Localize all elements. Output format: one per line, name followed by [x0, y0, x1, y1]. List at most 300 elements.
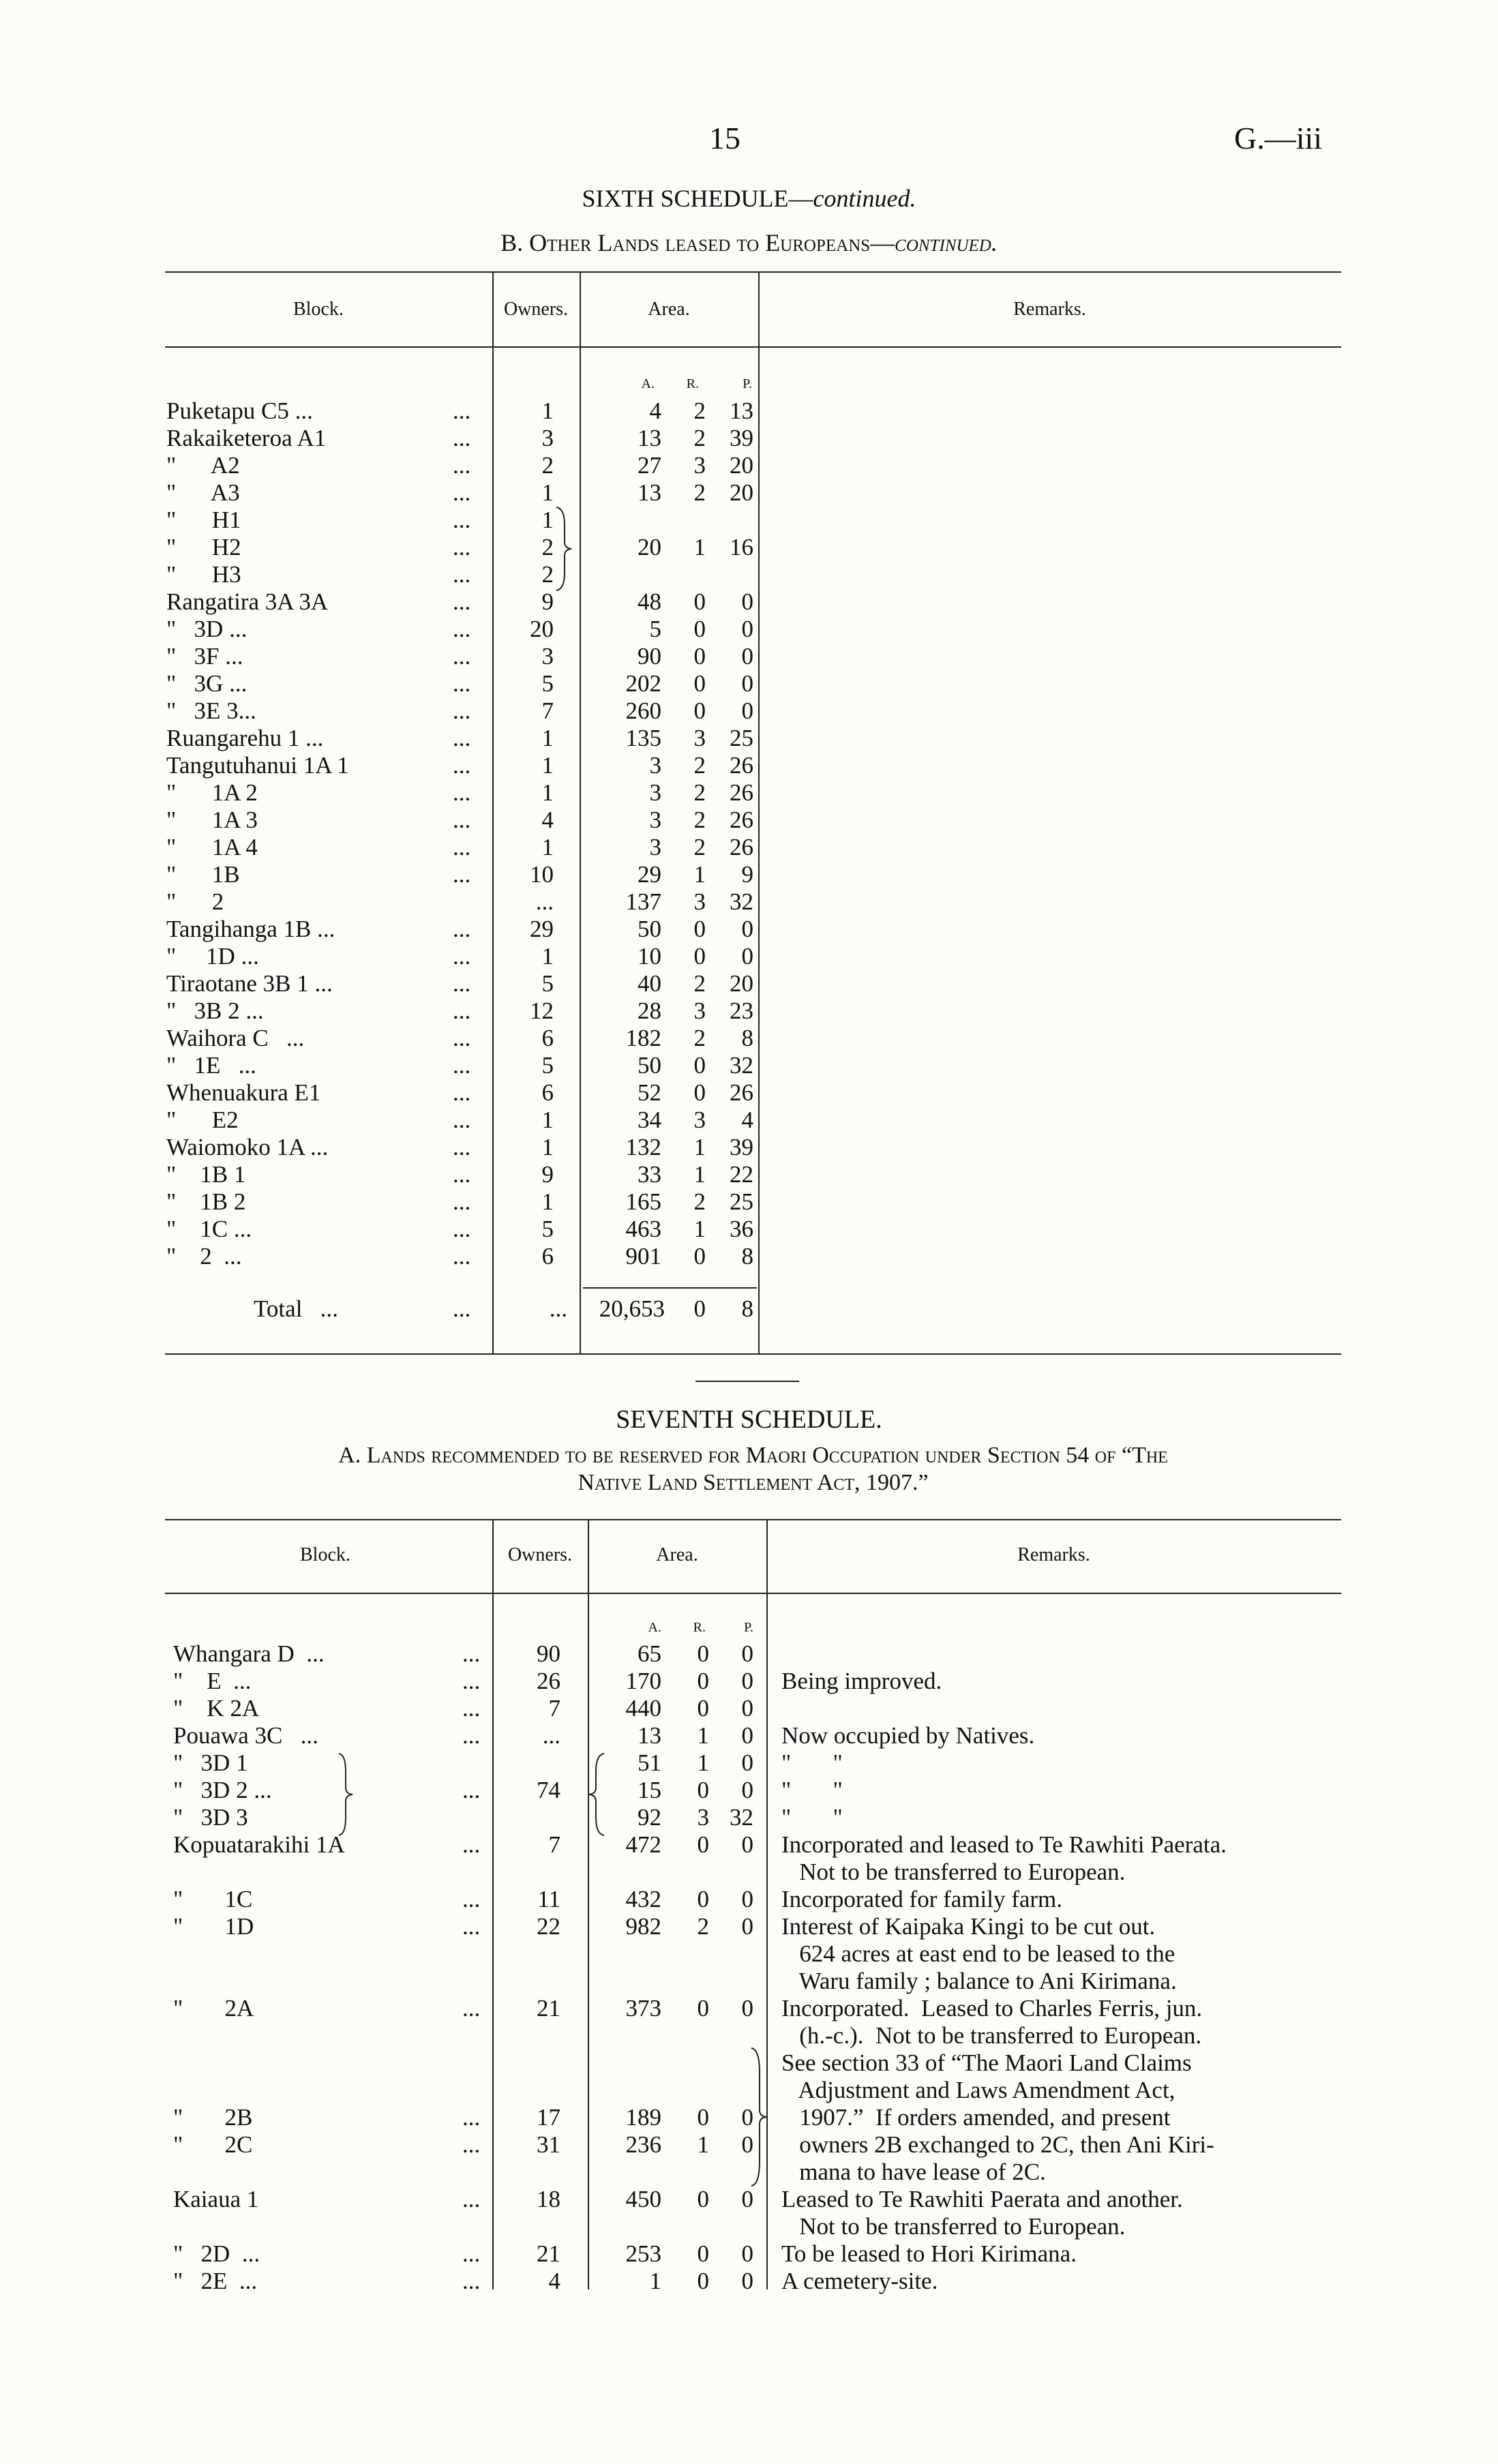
row-acres: 1 [649, 2268, 661, 2294]
col-header-block: Block. [293, 299, 344, 320]
row-dots: ... [462, 1722, 481, 1749]
row-roods: 0 [697, 1995, 709, 2022]
row-block: " 2B [173, 2104, 253, 2131]
row-dots: ... [453, 725, 471, 751]
sixth-schedule-title: SIXTH SCHEDULE—continued. [582, 185, 916, 212]
row-owners: 90 [537, 1640, 560, 1667]
row-dots: ... [453, 970, 471, 997]
row-roods: 0 [693, 616, 706, 642]
row-owners: 4 [548, 2268, 560, 2294]
row-perches: 0 [741, 1886, 753, 1912]
row-block: " A2 [166, 452, 240, 479]
row-block: Rangatira 3A 3A [166, 588, 329, 615]
row-block: " H1 [166, 507, 241, 533]
row-dots: ... [453, 397, 471, 424]
row-acres: 13 [638, 479, 661, 506]
seventh-schedule-title: SEVENTH SCHEDULE. [616, 1405, 882, 1434]
row-owners: 1 [541, 1134, 554, 1160]
row-perches: 0 [741, 670, 753, 697]
row-perches: 0 [741, 1995, 753, 2022]
row-owners: 7 [548, 1695, 560, 1722]
row-roods: 0 [693, 643, 706, 670]
col-header-block: Block. [300, 1544, 350, 1565]
row-acres: 40 [638, 970, 661, 997]
total-owners: ... [549, 1295, 567, 1322]
brace-mark [554, 505, 581, 593]
row-acres: 3 [649, 752, 661, 779]
row-perches: 0 [741, 1668, 753, 1694]
table-rule [165, 1593, 1341, 1594]
row-owners: 5 [541, 970, 554, 997]
row-block: " 2 ... [166, 1243, 242, 1269]
row-roods: 1 [693, 861, 706, 888]
row-perches: 0 [741, 1777, 753, 1803]
brace-mark [749, 2045, 769, 2189]
row-owners: 1 [541, 943, 554, 970]
row-block: " 1B [166, 861, 240, 888]
row-dots: ... [462, 1668, 481, 1694]
row-perches: 22 [730, 1161, 753, 1188]
row-block: " H3 [166, 561, 241, 588]
unit-acres: A. [641, 376, 655, 391]
row-block: Tangutuhanui 1A 1 [166, 752, 349, 779]
row-remark: " " [781, 1777, 843, 1803]
row-owners: 29 [530, 916, 554, 942]
row-dots: ... [462, 1777, 481, 1803]
col-header-area: Area. [648, 299, 690, 320]
row-dots: ... [453, 425, 471, 451]
row-dots: ... [453, 561, 471, 588]
row-acres: 260 [625, 697, 661, 724]
row-block: " 3G ... [166, 670, 248, 697]
row-block: " H2 [166, 534, 241, 560]
row-perches: 0 [741, 697, 753, 724]
row-owners: 9 [541, 1161, 554, 1188]
row-owners: 22 [537, 1913, 560, 1940]
seventh-subtitle-line1: A. Lands recommended to be reserved for Maori Occupation under Section 54 of “The [338, 1443, 1168, 1468]
row-dots: ... [453, 616, 471, 642]
total-rule [583, 1287, 757, 1289]
column-rule [580, 271, 581, 1353]
row-roods: 2 [693, 970, 706, 997]
page-number: 15 [709, 121, 740, 155]
unit-roods: R. [686, 376, 699, 391]
row-block: Pouawa 3C ... [173, 1722, 318, 1749]
row-perches: 25 [730, 725, 753, 751]
unit-acres: A. [648, 1620, 661, 1635]
row-acres: 3 [649, 807, 661, 833]
row-owners: 1 [541, 834, 554, 860]
row-owners: 21 [537, 1995, 560, 2022]
row-acres: 182 [625, 1025, 661, 1051]
row-acres: 165 [625, 1188, 661, 1215]
row-block: " 3D ... [166, 616, 248, 642]
row-acres: 132 [625, 1134, 661, 1160]
total-dots: ... [453, 1295, 471, 1322]
row-acres: 50 [638, 916, 661, 942]
row-perches: 23 [730, 997, 753, 1024]
row-perches: 36 [730, 1216, 753, 1242]
row-acres: 440 [625, 1695, 661, 1722]
row-owners: 11 [537, 1886, 560, 1912]
row-perches: 26 [730, 752, 753, 779]
row-owners: 7 [541, 697, 554, 724]
row-roods: 2 [693, 834, 706, 860]
row-remark: Incorporated and leased to Te Rawhiti Paerata. [781, 1831, 1227, 1858]
row-block: " E ... [173, 1668, 252, 1694]
row-roods: 2 [693, 397, 706, 424]
row-block: " 3F ... [166, 643, 243, 670]
row-perches: 20 [730, 479, 753, 506]
row-roods: 0 [693, 697, 706, 724]
row-owners: 7 [548, 1831, 560, 1858]
row-dots: ... [462, 2240, 481, 2267]
row-perches: 25 [730, 1188, 753, 1215]
brace-mark [586, 1751, 607, 1838]
row-remark: " " [781, 1804, 843, 1831]
row-perches: 0 [741, 643, 753, 670]
row-owners: 6 [541, 1025, 554, 1051]
row-remark: (h.-c.). Not to be transferred to European. [781, 2022, 1202, 2049]
row-acres: 3 [649, 834, 661, 860]
row-block: " 2 [166, 888, 224, 915]
row-acres: 170 [625, 1668, 661, 1694]
row-perches: 0 [741, 2186, 753, 2212]
row-dots: ... [453, 943, 471, 970]
row-dots: ... [462, 1886, 481, 1912]
row-block: " 2C [173, 2131, 253, 2158]
row-acres: 48 [638, 588, 661, 615]
row-owners: 20 [530, 616, 554, 642]
row-owners: 17 [537, 2104, 560, 2131]
row-dots: ... [453, 916, 471, 942]
row-owners: 2 [541, 452, 554, 479]
row-owners: ... [535, 888, 554, 915]
row-block: Kopuatarakihi 1A [173, 1831, 345, 1858]
row-perches: 32 [730, 1052, 753, 1079]
row-dots: ... [453, 1161, 471, 1188]
row-perches: 0 [741, 1695, 753, 1722]
row-acres: 10 [638, 943, 661, 970]
row-block: Whangara D ... [173, 1640, 325, 1667]
row-dots: ... [462, 1831, 481, 1858]
row-owners: 4 [541, 807, 554, 833]
row-roods: 0 [697, 1668, 709, 1694]
row-remark: Leased to Te Rawhiti Paerata and another. [781, 2186, 1183, 2212]
row-block: Tangihanga 1B ... [166, 916, 335, 942]
row-block: " 1B 2 [166, 1188, 246, 1215]
row-perches: 0 [741, 1722, 753, 1749]
row-dots: ... [453, 861, 471, 888]
section-divider [695, 1381, 799, 1382]
row-roods: 0 [697, 2268, 709, 2294]
row-dots: ... [462, 1913, 481, 1940]
row-block: " 3D 3 [173, 1804, 248, 1831]
row-perches: 0 [741, 1831, 753, 1858]
row-owners: 1 [541, 397, 554, 424]
row-owners: 26 [537, 1668, 560, 1694]
row-roods: 2 [693, 807, 706, 833]
row-dots: ... [453, 1188, 471, 1215]
col-header-area: Area. [656, 1544, 698, 1565]
row-block: " 2A [173, 1995, 254, 2022]
row-owners: 6 [541, 1243, 554, 1269]
row-block: " 1B 1 [166, 1161, 246, 1188]
row-roods: 3 [693, 1107, 706, 1133]
row-dots: ... [453, 452, 471, 479]
row-roods: 2 [697, 1913, 709, 1940]
row-block: Whenuakura E1 [166, 1079, 321, 1106]
row-roods: 2 [693, 1188, 706, 1215]
row-dots: ... [453, 588, 471, 615]
row-acres: 13 [638, 425, 661, 451]
row-roods: 0 [693, 1243, 706, 1269]
row-owners: 1 [541, 507, 554, 533]
row-acres: 34 [638, 1107, 661, 1133]
row-acres: 432 [625, 1886, 661, 1912]
row-perches: 9 [741, 861, 753, 888]
row-roods: 0 [697, 1640, 709, 1667]
row-dots: ... [462, 2268, 481, 2294]
row-dots: ... [462, 2104, 481, 2131]
unit-perches: P. [743, 376, 752, 391]
row-owners: 3 [541, 643, 554, 670]
row-dots: ... [462, 2186, 481, 2212]
table-rule [165, 1519, 1341, 1520]
row-acres: 373 [625, 1995, 661, 2022]
row-roods: 1 [697, 1749, 709, 1776]
row-block: " 1C [173, 1886, 253, 1912]
row-owners: 5 [541, 670, 554, 697]
row-dots: ... [453, 697, 471, 724]
row-block: Rakaiketeroa A1 [166, 425, 327, 451]
row-remark: Now occupied by Natives. [781, 1722, 1035, 1749]
row-perches: 8 [741, 1025, 753, 1051]
row-dots: ... [453, 507, 471, 533]
row-perches: 20 [730, 970, 753, 997]
shared-remark: See section 33 of “The Maori Land Claims [781, 2049, 1192, 2076]
row-roods: 0 [693, 943, 706, 970]
row-remark: Interest of Kaipaka Kingi to be cut out. [781, 1913, 1156, 1940]
row-perches: 26 [730, 807, 753, 833]
row-roods: 1 [693, 1161, 706, 1188]
row-perches: 8 [741, 1243, 753, 1269]
row-acres: 92 [638, 1804, 661, 1831]
row-perches: 20 [730, 452, 753, 479]
row-perches: 26 [730, 834, 753, 860]
row-acres: 450 [625, 2186, 661, 2212]
row-dots: ... [462, 2131, 481, 2158]
row-dots: ... [453, 997, 471, 1024]
row-perches: 0 [741, 916, 753, 942]
row-roods: 0 [697, 2240, 709, 2267]
row-roods: 1 [693, 534, 706, 560]
row-remark: To be leased to Hori Kirimana. [781, 2240, 1077, 2267]
row-roods: 0 [697, 2104, 709, 2131]
row-perches: 0 [741, 2131, 753, 2158]
row-owners: ... [542, 1722, 560, 1749]
row-acres: 33 [638, 1161, 661, 1188]
row-owners: 1 [541, 752, 554, 779]
row-owners: 31 [537, 2131, 560, 2158]
row-acres: 135 [625, 725, 661, 751]
row-owners: 74 [537, 1777, 560, 1803]
table-rule [165, 1353, 1341, 1355]
shared-remark: owners 2B exchanged to 2C, then Ani Kiri- [781, 2131, 1214, 2158]
row-acres: 463 [625, 1216, 661, 1242]
row-perches: 32 [730, 888, 753, 915]
row-acres: 13 [638, 1722, 661, 1749]
column-rule [588, 1519, 589, 2289]
row-acres: 137 [625, 888, 661, 915]
row-roods: 2 [693, 425, 706, 451]
col-header-owners: Owners. [503, 299, 569, 320]
row-block: " 1D ... [166, 943, 259, 970]
row-remark: " " [781, 1749, 843, 1776]
row-block: " 1E ... [166, 1052, 256, 1079]
row-dots: ... [453, 1025, 471, 1051]
col-header-owners: Owners. [507, 1544, 573, 1565]
row-perches: 0 [741, 1640, 753, 1667]
row-owners: 21 [537, 2240, 560, 2267]
row-perches: 26 [730, 779, 753, 806]
row-roods: 2 [693, 479, 706, 506]
row-dots: ... [453, 779, 471, 806]
row-roods: 0 [697, 1695, 709, 1722]
row-perches: 0 [741, 2104, 753, 2131]
row-acres: 65 [638, 1640, 661, 1667]
table-rule [165, 271, 1341, 273]
row-block: Tiraotane 3B 1 ... [166, 970, 333, 997]
row-acres: 901 [625, 1243, 661, 1269]
row-acres: 15 [638, 1777, 661, 1803]
row-block: Waiomoko 1A ... [166, 1134, 329, 1160]
row-block: Puketapu C5 ... [166, 397, 313, 424]
row-block: " 1A 4 [166, 834, 258, 860]
row-perches: 39 [730, 425, 753, 451]
unit-perches: P. [744, 1620, 753, 1635]
shared-remark: Adjustment and Laws Amendment Act, [781, 2077, 1175, 2103]
row-block: " K 2A [173, 1695, 260, 1722]
row-owners: 1 [541, 1188, 554, 1215]
total-perches: 8 [741, 1295, 753, 1322]
unit-roods: R. [693, 1620, 706, 1635]
row-acres: 3 [649, 779, 661, 806]
row-dots: ... [462, 1695, 481, 1722]
row-owners: 1 [541, 779, 554, 806]
row-dots: ... [453, 807, 471, 833]
row-perches: 39 [730, 1134, 753, 1160]
row-roods: 2 [693, 752, 706, 779]
row-remark: 624 acres at east end to be leased to the [781, 1940, 1175, 1967]
row-block: Ruangarehu 1 ... [166, 725, 324, 751]
row-roods: 2 [693, 1025, 706, 1051]
row-owners: 9 [541, 588, 554, 615]
shared-remark: mana to have lease of 2C. [781, 2159, 1046, 2185]
row-dots: ... [453, 1052, 471, 1079]
row-roods: 1 [697, 2131, 709, 2158]
row-owners: 5 [541, 1052, 554, 1079]
row-block: " 2D ... [173, 2240, 260, 2267]
row-roods: 3 [693, 997, 706, 1024]
sixth-schedule-subtitle: B. Other Lands leased to Europeans—continued. [500, 229, 998, 256]
row-owners: 10 [530, 861, 554, 888]
row-acres: 90 [638, 643, 661, 670]
total-acres: 20,653 [599, 1295, 665, 1322]
row-owners: 1 [541, 725, 554, 751]
row-dots: ... [453, 752, 471, 779]
row-owners: 18 [537, 2186, 560, 2212]
row-block: " 1D [173, 1913, 254, 1940]
row-owners: 5 [541, 1216, 554, 1242]
row-perches: 0 [741, 943, 753, 970]
row-dots: ... [453, 1107, 471, 1133]
row-roods: 0 [693, 1052, 706, 1079]
row-roods: 0 [693, 670, 706, 697]
row-block: Waihora C ... [166, 1025, 305, 1051]
row-roods: 0 [697, 1886, 709, 1912]
row-remark: Not to be transferred to European. [781, 1859, 1126, 1885]
row-owners: 2 [541, 534, 554, 560]
row-block: " 1A 3 [166, 807, 258, 833]
row-acres: 982 [625, 1913, 661, 1940]
row-dots: ... [453, 1079, 471, 1106]
row-roods: 0 [693, 588, 706, 615]
row-acres: 51 [638, 1749, 661, 1776]
row-owners: 1 [541, 479, 554, 506]
row-block: " 3D 1 [173, 1749, 248, 1776]
row-block: " 1A 2 [166, 779, 258, 806]
row-dots: ... [453, 1243, 471, 1269]
document-reference: G.—iii [1234, 121, 1323, 155]
row-roods: 3 [697, 1804, 709, 1831]
row-perches: 13 [730, 397, 753, 424]
row-roods: 3 [693, 725, 706, 751]
row-remark: A cemetery-site. [781, 2268, 938, 2294]
row-acres: 4 [649, 397, 661, 424]
row-acres: 472 [625, 1831, 661, 1858]
column-rule [758, 271, 760, 1353]
row-acres: 52 [638, 1079, 661, 1106]
row-acres: 253 [625, 2240, 661, 2267]
row-block: Kaiaua 1 [173, 2186, 259, 2212]
row-acres: 20 [638, 534, 661, 560]
row-owners: 1 [541, 1107, 554, 1133]
row-roods: 0 [697, 1831, 709, 1858]
row-dots: ... [453, 479, 471, 506]
row-acres: 5 [649, 616, 661, 642]
row-perches: 0 [741, 1749, 753, 1776]
row-dots: ... [453, 534, 471, 560]
row-block: " 2E ... [173, 2268, 258, 2294]
row-perches: 0 [741, 588, 753, 615]
row-block: " 3D 2 ... [173, 1777, 272, 1803]
row-dots: ... [453, 670, 471, 697]
row-acres: 50 [638, 1052, 661, 1079]
row-roods: 3 [693, 452, 706, 479]
row-remark: Incorporated. Leased to Charles Ferris, jun. [781, 1995, 1203, 2022]
row-dots: ... [453, 1134, 471, 1160]
row-acres: 189 [625, 2104, 661, 2131]
row-perches: 0 [741, 616, 753, 642]
row-roods: 3 [693, 888, 706, 915]
row-roods: 1 [697, 1722, 709, 1749]
row-perches: 0 [741, 1913, 753, 1940]
row-block: " A3 [166, 479, 240, 506]
brace-mark [336, 1751, 357, 1838]
row-block: " 3E 3... [166, 697, 256, 724]
row-dots: ... [453, 834, 471, 860]
